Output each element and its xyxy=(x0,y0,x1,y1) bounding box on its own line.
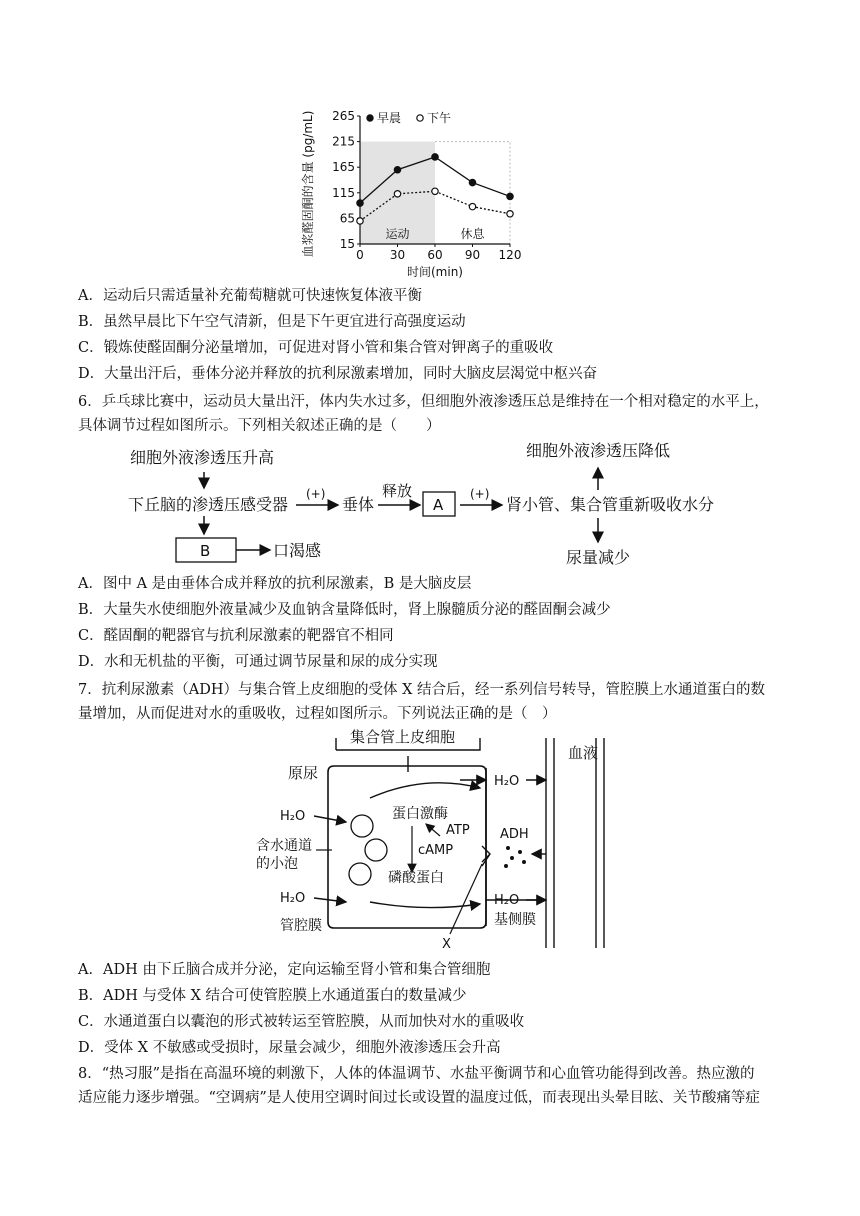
q7-h2o-bottom-left: H₂O xyxy=(280,891,306,906)
q7-h2o-top-right: H₂O xyxy=(494,774,520,789)
q7-h2o-bottom-right: H₂O xyxy=(494,893,520,908)
q6-kidney: 肾小管、集合管重新吸收水分 xyxy=(506,495,715,514)
data-point-1-1 xyxy=(394,191,400,197)
q7-phospho: 磷酸蛋白 xyxy=(388,870,444,886)
q6-option-c: C．醛固酮的靶器官与抗利尿激素的靶器官不相同 xyxy=(78,628,394,644)
q6-option-b: B．大量失水使细胞外液量减少及血钠含量降低时，肾上腺髓质分泌的醛固酮会减少 xyxy=(78,602,611,618)
q5-option-a: A．运动后只需适量补充葡萄糖就可快速恢复体液平衡 xyxy=(78,288,422,304)
q5-option-c: C．锻炼使醛固酮分泌量增加，可促进对肾小管和集合管对钾离子的重吸收 xyxy=(78,340,554,356)
q7-receptor-x: X xyxy=(442,937,451,952)
q7-vesicles xyxy=(349,815,387,885)
data-point-1-0 xyxy=(357,218,363,224)
q8-line1: 8．“热习服”是指在高温环境的刺激下，人体的体温调节、水盐平衡调节和心血管功能得到改善。热应激的 xyxy=(78,1066,755,1082)
x-tick-label: 120 xyxy=(498,248,522,262)
region-label-rest: 休息 xyxy=(460,227,485,241)
q6-release: 释放 xyxy=(382,482,413,500)
data-point-0-0 xyxy=(357,200,363,206)
q8-line2: 适应能力逐步增强。“空调病”是人使用空调时间过长或设置的温度过低，而表现出头晕目眩、关节酸痛等症 xyxy=(78,1090,760,1106)
x-tick-label: 30 xyxy=(389,248,406,262)
q6-option-d: D．水和无机盐的平衡，可通过调节尿量和尿的成分实现 xyxy=(78,654,438,670)
q7-stem-line1: 7．抗利尿激素（ADH）与集合管上皮细胞的受体 X 结合后，经一系列信号转导，管腔膜上水通道蛋白的数 xyxy=(78,682,766,698)
legend-marker-0 xyxy=(367,115,373,121)
q6-top-left: 细胞外液渗透压升高 xyxy=(130,448,275,467)
x-tick-label: 0 xyxy=(356,248,364,262)
q6-flow-diagram xyxy=(110,438,750,578)
region-label-exercise: 运动 xyxy=(385,227,410,241)
q7-option-d: D．受体 X 不敏感或受损时，尿量会减少，细胞外液渗透压会升高 xyxy=(78,1040,501,1056)
q7-adh-dots xyxy=(504,846,526,868)
q7-lumen-membrane: 管腔膜 xyxy=(280,918,322,934)
q7-blood: 血液 xyxy=(568,744,599,762)
chart-xlabel: 时间(min) xyxy=(407,265,463,279)
data-point-1-4 xyxy=(507,211,513,217)
y-tick-label: 65 xyxy=(339,211,355,226)
q7-cell-title: 集合管上皮细胞 xyxy=(350,728,456,746)
q7-urine: 原尿 xyxy=(288,764,319,782)
q7-option-a: A．ADH 由下丘脑合成并分泌，定向运输至肾小管和集合管细胞 xyxy=(78,962,491,978)
q6-box-a-label: A xyxy=(433,496,444,514)
q7-adh: ADH xyxy=(500,827,529,842)
data-point-0-2 xyxy=(432,154,438,160)
q6-thirst: 口渴感 xyxy=(273,541,322,560)
q6-receptor: 下丘脑的渗透压感受器 xyxy=(128,495,289,514)
y-tick-label: 215 xyxy=(332,134,355,149)
q5-option-b: B．虽然早晨比下午空气清新，但是下午更宜进行高强度运动 xyxy=(78,314,466,330)
x-tick-label: 90 xyxy=(464,248,481,262)
legend-label-0: 早晨 xyxy=(377,111,402,125)
q6-plus2: (+) xyxy=(470,487,490,501)
data-point-0-1 xyxy=(394,167,400,173)
data-point-1-2 xyxy=(432,188,438,194)
y-tick-label: 165 xyxy=(332,160,355,175)
y-tick-label: 15 xyxy=(339,237,355,251)
q6-top-right: 细胞外液渗透压降低 xyxy=(526,441,671,460)
legend-marker-1 xyxy=(417,115,423,121)
q6-box-b-label: B xyxy=(200,542,211,560)
x-tick-label: 60 xyxy=(427,248,443,262)
q7-camp: cAMP xyxy=(418,843,454,858)
q6-pituitary: 垂体 xyxy=(342,495,375,514)
q6-stem-line1: 6．乒乓球比赛中，运动员大量出汗，体内失水过多，但细胞外液渗透压总是维持在一个相对稳定的水平上， xyxy=(78,394,769,410)
q7-kinase: 蛋白激酶 xyxy=(392,806,448,822)
q6-plus1: (+) xyxy=(306,487,326,501)
data-point-0-4 xyxy=(507,193,513,199)
q6-option-a: A．图中 A 是由垂体合成并释放的抗利尿激素，B 是大脑皮层 xyxy=(78,576,472,592)
q7-h2o-top-left: H₂O xyxy=(280,809,306,824)
q7-basal-membrane: 基侧膜 xyxy=(494,912,536,928)
q7-option-b: B．ADH 与受体 X 结合可使管腔膜上水通道蛋白的数量减少 xyxy=(78,988,467,1004)
chart-ylabel: 血浆醛固酮的含量 (pg/mL) xyxy=(301,110,315,258)
q5-option-d: D．大量出汗后，垂体分泌并释放的抗利尿激素增加，同时大脑皮层渴觉中枢兴奋 xyxy=(78,366,598,382)
q6-urine: 尿量减少 xyxy=(566,548,631,567)
y-tick-label: 265 xyxy=(332,109,355,123)
legend-label-1: 下午 xyxy=(427,111,452,125)
q7-vesicle-label2: 的小泡 xyxy=(256,856,298,872)
q7-vesicle-label1: 含水通道 xyxy=(256,838,312,854)
q7-cell-diagram xyxy=(250,726,610,952)
data-point-0-3 xyxy=(469,179,475,185)
q7-atp: ATP xyxy=(446,823,470,838)
data-point-1-3 xyxy=(469,203,475,209)
aldosterone-chart xyxy=(290,104,530,284)
q7-stem-line2: 量增加，从而促进对水的重吸收，过程如图所示。下列说法正确的是（ ） xyxy=(78,706,557,722)
q6-stem-line2: 具体调节过程如图所示。下列相关叙述正确的是（ ） xyxy=(78,418,441,434)
q7-option-c: C．水通道蛋白以囊泡的形式被转运至管腔膜，从而加快对水的重吸收 xyxy=(78,1014,525,1030)
y-tick-label: 115 xyxy=(332,185,355,200)
